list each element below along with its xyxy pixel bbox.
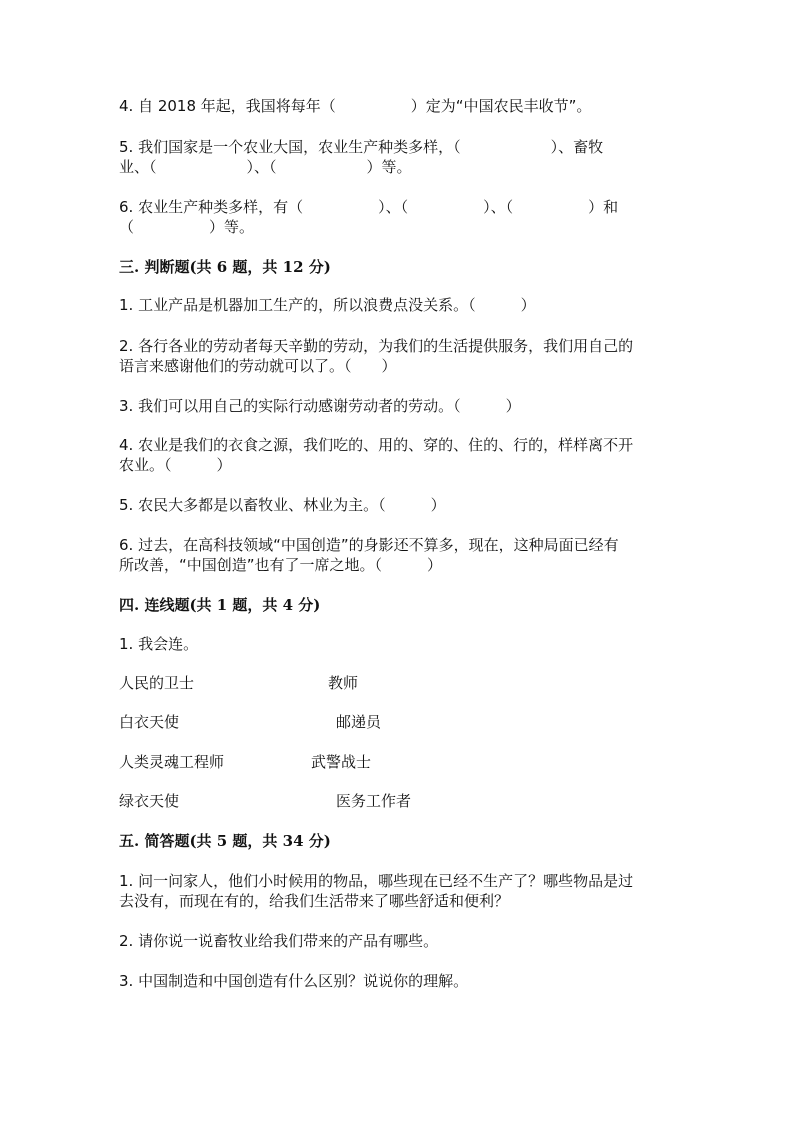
judge-question-5: 5. 农民大多都是以畜牧业、林业为主。（ ） — [119, 496, 446, 514]
match-left-item-4: 绿衣天使 — [119, 792, 180, 810]
judge-question-6-line-2: 所改善，“中国创造”也有了一席之地。（ ） — [119, 556, 443, 574]
short-answer-question-3: 3. 中国制造和中国创造有什么区别？说说你的理解。 — [119, 972, 469, 990]
match-left-item-2: 白衣天使 — [119, 713, 180, 731]
match-question-1: 1. 我会连。 — [119, 635, 199, 653]
judge-question-4-line-2: 农业。（ ） — [119, 456, 232, 474]
fill-in-question-5-line-2: 业、（ ）、（ ）等。 — [119, 158, 412, 176]
short-answer-question-2: 2. 请你说一说畜牧业给我们带来的产品有哪些。 — [119, 932, 439, 950]
match-right-item-4: 医务工作者 — [336, 792, 412, 810]
match-left-item-3: 人类灵魂工程师 — [119, 753, 225, 771]
fill-in-question-5-line-1: 5. 我们国家是一个农业大国，农业生产种类多样，（ ）、畜牧 — [119, 138, 604, 156]
short-answer-question-1-line-1: 1. 问一问家人，他们小时候用的物品，哪些现在已经不生产了？哪些物品是过 — [119, 872, 634, 890]
section-5-heading: 五. 简答题(共 5 题，共 34 分) — [119, 832, 331, 850]
fill-in-question-6-line-1: 6. 农业生产种类多样，有（ ）、（ ）、（ ）和 — [119, 198, 619, 216]
judge-question-1: 1. 工业产品是机器加工生产的，所以浪费点没关系。（ ） — [119, 296, 536, 314]
judge-question-2-line-2: 语言来感谢他们的劳动就可以了。（ ） — [119, 357, 397, 375]
short-answer-question-1-line-2: 去没有，而现在有的，给我们生活带来了哪些舒适和便利？ — [119, 892, 510, 910]
section-3-heading: 三. 判断题(共 6 题，共 12 分) — [119, 258, 331, 276]
match-right-item-2: 邮递员 — [336, 713, 382, 731]
fill-in-question-4: 4. 自 2018 年起，我国将每年（ ）定为“中国农民丰收节”。 — [119, 97, 592, 115]
judge-question-2-line-1: 2. 各行各业的劳动者每天辛勤的劳动，为我们的生活提供服务，我们用自己的 — [119, 337, 634, 355]
fill-in-question-6-line-2: （ ）等。 — [119, 218, 255, 236]
match-right-item-3: 武警战士 — [311, 753, 372, 771]
match-right-item-1: 教师 — [328, 674, 359, 692]
judge-question-4-line-1: 4. 农业是我们的衣食之源，我们吃的、用的、穿的、住的、行的，样样离不开 — [119, 436, 634, 454]
judge-question-6-line-1: 6. 过去，在高科技领域“中国创造”的身影还不算多，现在，这种局面已经有 — [119, 536, 619, 554]
section-4-heading: 四. 连线题(共 1 题，共 4 分) — [119, 596, 321, 614]
match-left-item-1: 人民的卫士 — [119, 674, 195, 692]
judge-question-3: 3. 我们可以用自己的实际行动感谢劳动者的劳动。（ ） — [119, 397, 521, 415]
